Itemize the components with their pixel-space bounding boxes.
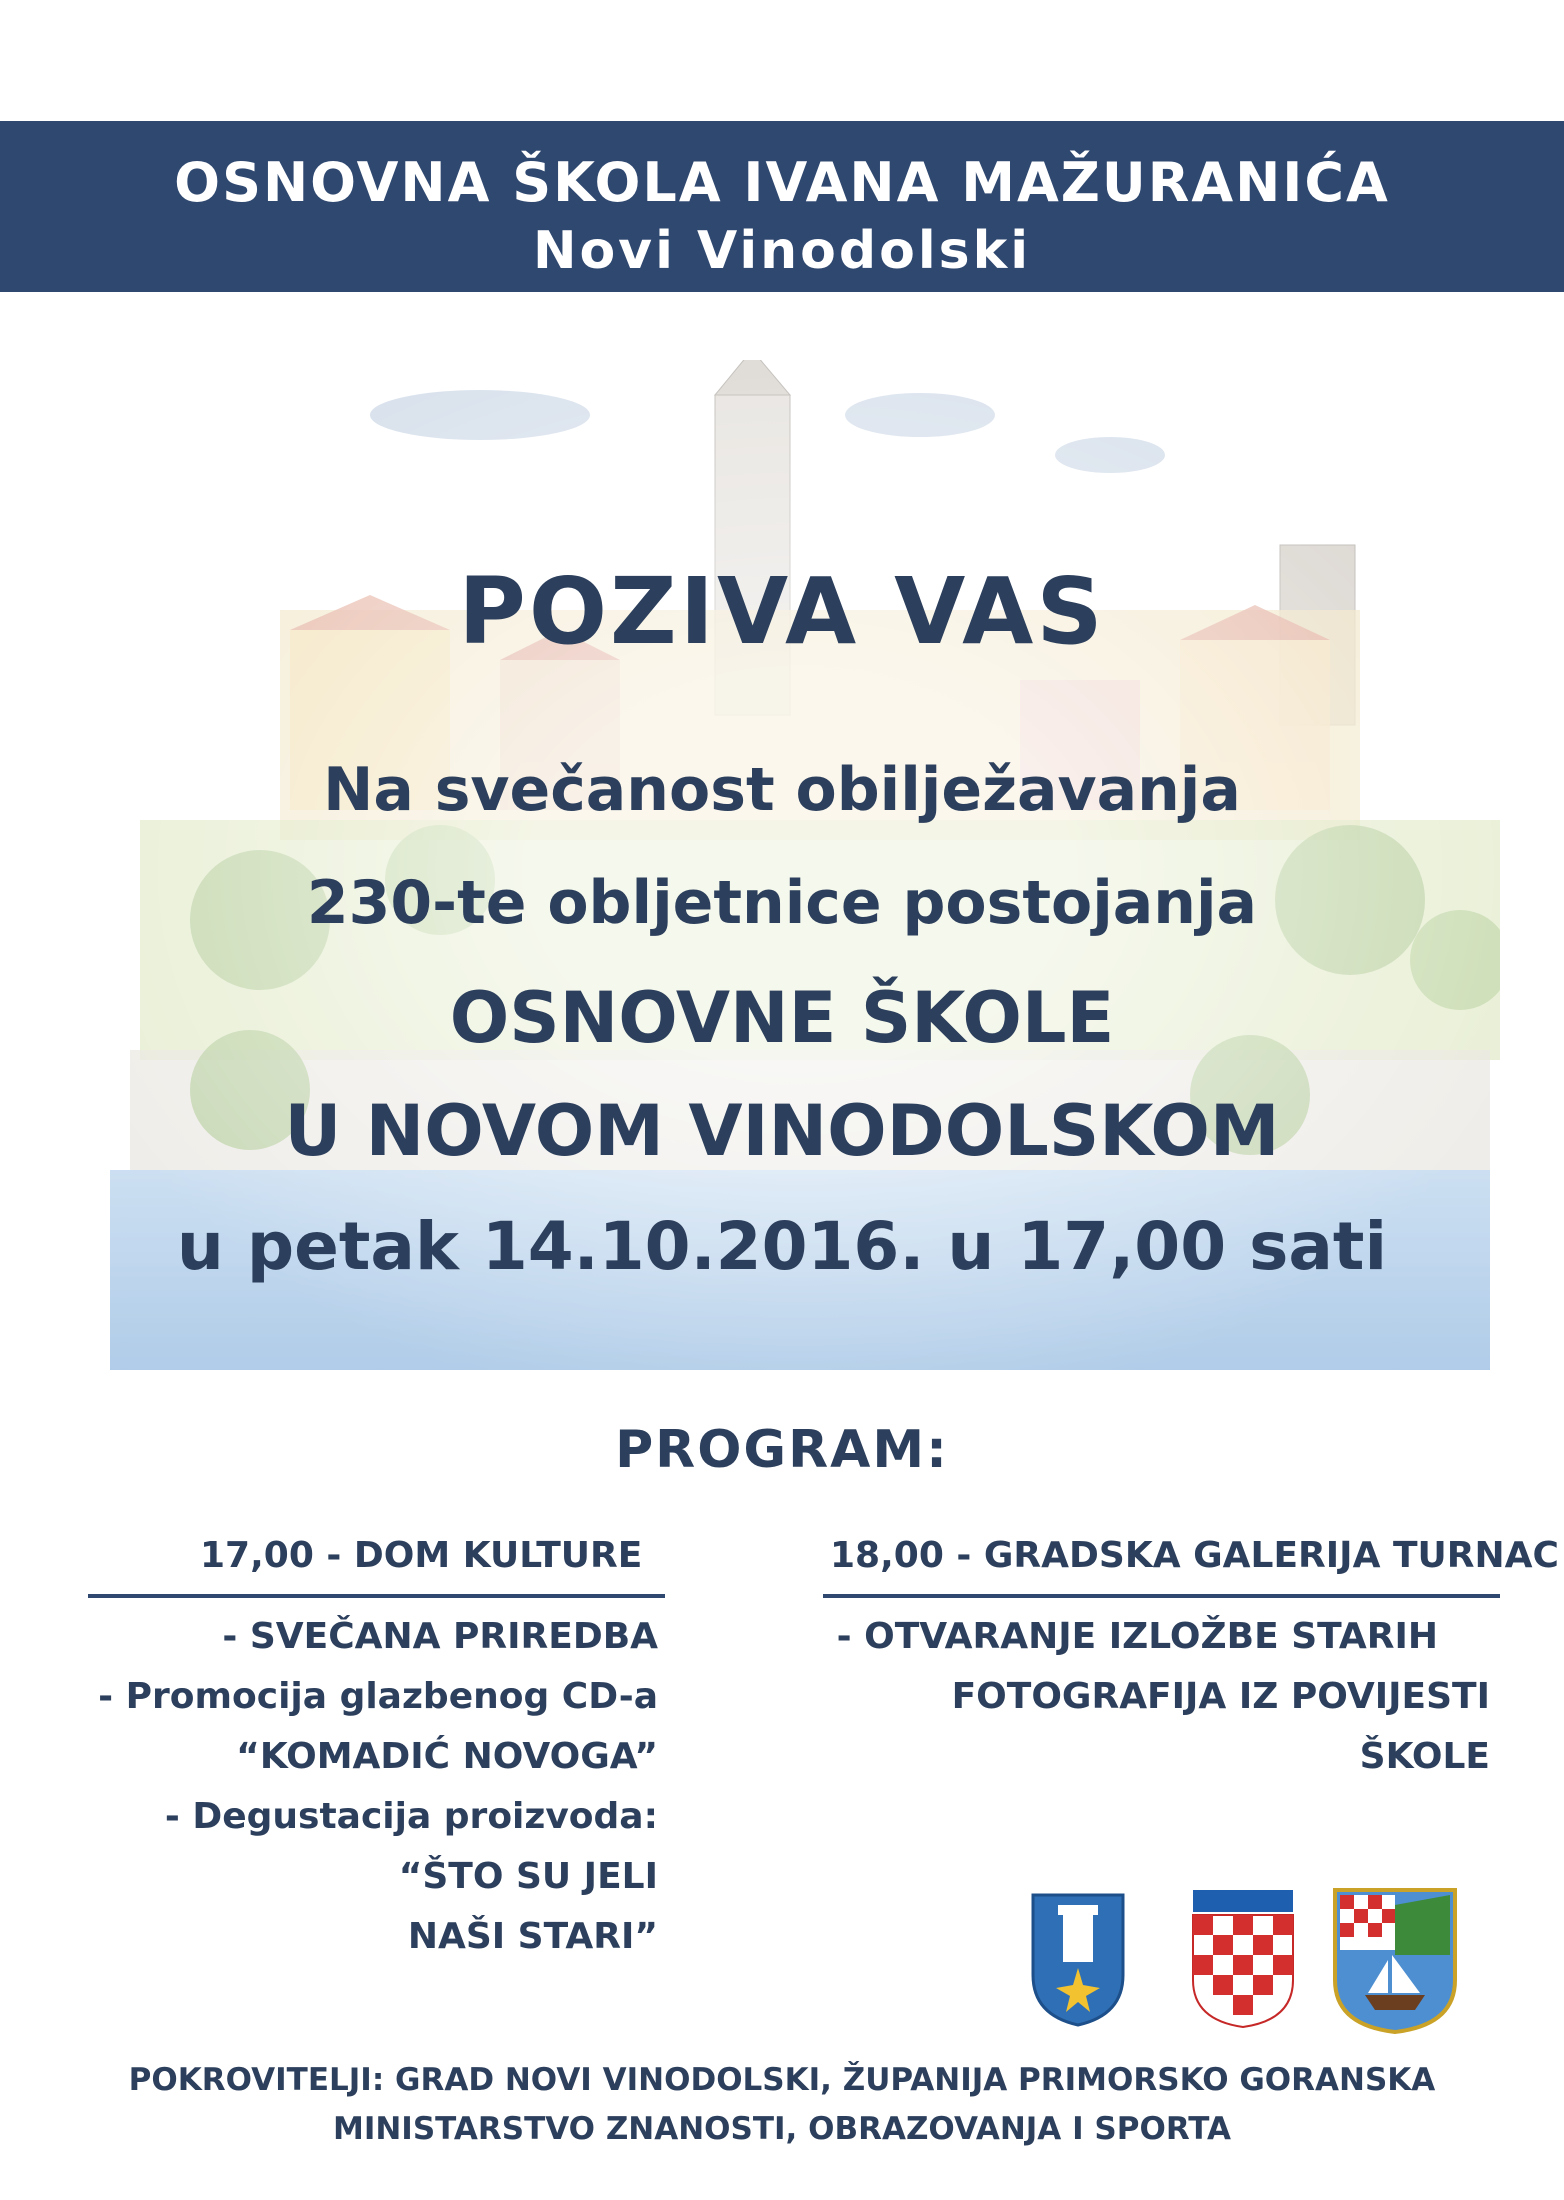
- program-right-item: FOTOGRAFIJA IZ POVIJESTI: [951, 1676, 1490, 1717]
- school-name: OSNOVNA ŠKOLA IVANA MAŽURANIĆA: [174, 151, 1390, 214]
- primorje-gorski-kotar-crest-icon: [1330, 1885, 1460, 2035]
- croatia-crest-icon: [1188, 1885, 1298, 2030]
- program-left-item: - SVEČANA PRIREDBA: [222, 1616, 658, 1657]
- school-town: Novi Vinodolski: [532, 221, 1032, 281]
- novi-vinodolski-crest-icon: [1028, 1890, 1128, 2030]
- program-left-header: 17,00 - DOM KULTURE: [200, 1535, 643, 1576]
- invite-line-4: U NOVOM VINODOLSKOM: [284, 1090, 1280, 1172]
- invite-line-2: 230-te obljetnice postojanja: [306, 868, 1258, 938]
- header-band: [0, 121, 1564, 292]
- program-right-item: - OTVARANJE IZLOŽBE STARIH: [836, 1616, 1438, 1657]
- invite-line-3: OSNOVNE ŠKOLE: [449, 977, 1115, 1059]
- invite-datetime: u petak 14.10.2016. u 17,00 sati: [176, 1208, 1388, 1285]
- program-right-item: ŠKOLE: [1359, 1736, 1490, 1777]
- invite-line-1: Na svečanost obilježavanja: [323, 755, 1241, 825]
- sponsors-line-2: MINISTARSTVO ZNANOSTI, OBRAZOVANJA I SPORTA: [332, 2111, 1232, 2147]
- program-right-divider: [823, 1594, 1500, 1598]
- program-left-item: “KOMADIĆ NOVOGA”: [236, 1736, 658, 1777]
- invite-title: POZIVA VAS: [458, 558, 1106, 665]
- sponsors-line-1: POKROVITELJI: GRAD NOVI VINODOLSKI, ŽUPANIJA PRIMORSKO GORANSKA: [128, 2062, 1436, 2098]
- program-heading: PROGRAM:: [615, 1420, 949, 1480]
- program-left-item: - Promocija glazbenog CD-a: [98, 1676, 658, 1717]
- program-left-item: - Degustacija proizvoda:: [164, 1796, 658, 1837]
- program-left-divider: [88, 1594, 665, 1598]
- program-left-item: “ŠTO SU JELI: [398, 1856, 658, 1897]
- program-right-header: 18,00 - GRADSKA GALERIJA TURNAC: [830, 1535, 1559, 1576]
- program-left-item: NAŠI STARI”: [407, 1916, 658, 1957]
